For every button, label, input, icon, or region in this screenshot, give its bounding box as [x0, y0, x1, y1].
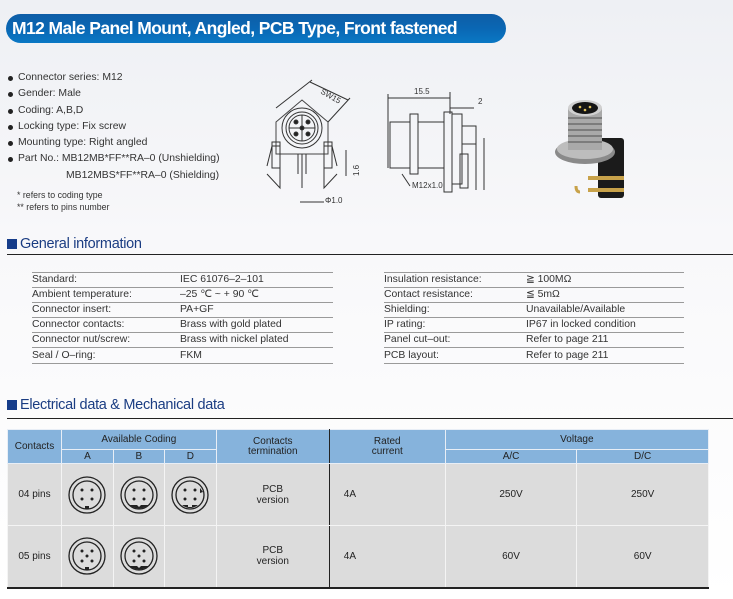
spec-item: [8, 70, 220, 86]
header-available-coding: Available Coding: [61, 430, 216, 450]
technical-drawing: [262, 78, 502, 218]
section-general-information: [7, 236, 142, 252]
coding-b-4pin-icon: [119, 475, 159, 515]
side-view-drawing: [388, 92, 484, 192]
page-title: M12 Male Panel Mount, Angled, PCB Type, Front fastened: [12, 18, 458, 38]
divider: [7, 418, 733, 419]
contacts-cell: 04 pins: [8, 464, 62, 526]
info-value: Brass with gold plated: [180, 318, 333, 333]
footnote: * refers to coding type: [17, 190, 103, 200]
info-label: Shielding:: [384, 303, 526, 318]
info-label: Connector nut/screw:: [32, 333, 180, 348]
bullet-icon: [8, 125, 13, 130]
info-row: [32, 273, 333, 288]
bullet-icon: [8, 157, 13, 162]
info-value: ≦ 5mΩ: [526, 288, 684, 303]
dim-thread-label: M12x1.0: [412, 181, 443, 190]
info-value: ≧ 100MΩ: [526, 273, 684, 288]
info-row: [32, 333, 333, 348]
general-info-left-table: [32, 272, 333, 364]
section-square-icon: [7, 400, 17, 410]
info-row: [32, 288, 333, 303]
info-label: Panel cut–out:: [384, 333, 526, 348]
spec-text: Part No.: MB12MB*FF**RA–0 (Unshielding): [18, 153, 220, 165]
table-row: [8, 464, 709, 526]
dim-length-label: 15.5: [414, 87, 430, 96]
info-value: Refer to page 211: [526, 333, 684, 348]
info-label: Insulation resistance:: [384, 273, 526, 288]
info-row: [384, 318, 684, 333]
spec-text: Coding: A,B,D: [18, 104, 84, 116]
info-value: Refer to page 211: [526, 348, 684, 363]
footnotes: [17, 189, 109, 213]
info-row: [384, 348, 684, 363]
header-termination: Contacts termination: [216, 430, 329, 464]
spec-item: [8, 86, 220, 102]
spec-item-continued: [8, 168, 220, 184]
info-label: Contact resistance:: [384, 288, 526, 303]
coding-d-cell: [164, 464, 216, 526]
info-label: Connector insert:: [32, 303, 180, 318]
dc-voltage-cell: 250V: [577, 464, 709, 526]
dim-gap-label: 2: [478, 97, 483, 106]
coding-b-cell: [113, 464, 164, 526]
coding-a-4pin-icon: [67, 475, 107, 515]
spec-item: [8, 103, 220, 119]
info-value: PA+GF: [180, 303, 333, 318]
electrical-data-table: [7, 429, 709, 589]
spec-text: MB12MBS*FF**RA–0 (Shielding): [66, 169, 220, 181]
info-row: [384, 273, 684, 288]
product-photo: [540, 92, 650, 212]
section-title: General information: [20, 236, 142, 252]
section-square-icon: [7, 239, 17, 249]
info-row: [384, 288, 684, 303]
info-label: Standard:: [32, 273, 180, 288]
spec-item: [8, 119, 220, 135]
header-coding-d: D: [164, 450, 216, 464]
header-dc: D/C: [577, 450, 709, 464]
info-label: PCB layout:: [384, 348, 526, 363]
info-label: IP rating:: [384, 318, 526, 333]
dc-voltage-cell: 60V: [577, 526, 709, 588]
spec-item: [8, 151, 220, 167]
coding-a-5pin-icon: [67, 536, 107, 576]
info-value: IEC 61076–2–101: [180, 273, 333, 288]
dim-height-label: 1.6: [352, 164, 361, 176]
coding-d-4pin-icon: [170, 475, 210, 515]
termination-cell: PCB version: [216, 526, 329, 588]
divider: [7, 254, 733, 255]
header-coding-b: B: [113, 450, 164, 464]
info-label: Seal / O–ring:: [32, 348, 180, 363]
footnote: ** refers to pins number: [17, 202, 110, 212]
info-value: Unavailable/Available: [526, 303, 684, 318]
info-row: [32, 348, 333, 363]
bullet-icon: [8, 141, 13, 146]
header-rated-current: Rated current: [329, 430, 445, 464]
info-row: [32, 318, 333, 333]
section-title: Electrical data & Mechanical data: [20, 397, 225, 413]
header-ac: A/C: [445, 450, 577, 464]
spec-text: Gender: Male: [18, 88, 81, 100]
coding-b-cell: [113, 526, 164, 588]
info-row: [32, 303, 333, 318]
table-row: [8, 526, 709, 588]
header-contacts: Contacts: [8, 430, 62, 464]
info-row: [384, 303, 684, 318]
info-value: IP67 in locked condition: [526, 318, 684, 333]
bullet-icon: [8, 76, 13, 81]
info-value: –25 ℃ ~ + 90 ℃: [180, 288, 333, 303]
bullet-icon: [8, 92, 13, 97]
spec-list: [8, 70, 220, 184]
general-info-right-table: [384, 272, 684, 364]
info-value: Brass with nickel plated: [180, 333, 333, 348]
title-banner: [6, 14, 506, 43]
header-voltage: Voltage: [445, 430, 708, 450]
spec-item: [8, 135, 220, 151]
coding-d-cell-empty: [164, 526, 216, 588]
header-coding-a: A: [61, 450, 113, 464]
spec-text: Mounting type: Right angled: [18, 137, 148, 149]
info-label: Ambient temperature:: [32, 288, 180, 303]
info-value: FKM: [180, 348, 333, 363]
dim-sw-label: SW15: [319, 86, 343, 106]
spec-text: Locking type: Fix screw: [18, 120, 126, 132]
dim-phi-label: Φ1.0: [325, 196, 343, 205]
contacts-cell: 05 pins: [8, 526, 62, 588]
spec-text: Connector series: M12: [18, 72, 123, 83]
info-row: [384, 333, 684, 348]
termination-cell: PCB version: [216, 464, 329, 526]
ac-voltage-cell: 250V: [445, 464, 577, 526]
current-cell: 4A: [329, 464, 445, 526]
section-electrical-data: [7, 397, 225, 413]
bullet-icon: [8, 109, 13, 114]
current-cell: 4A: [329, 526, 445, 588]
coding-b-5pin-icon: [119, 536, 159, 576]
coding-a-cell: [61, 464, 113, 526]
info-label: Connector contacts:: [32, 318, 180, 333]
coding-a-cell: [61, 526, 113, 588]
ac-voltage-cell: 60V: [445, 526, 577, 588]
